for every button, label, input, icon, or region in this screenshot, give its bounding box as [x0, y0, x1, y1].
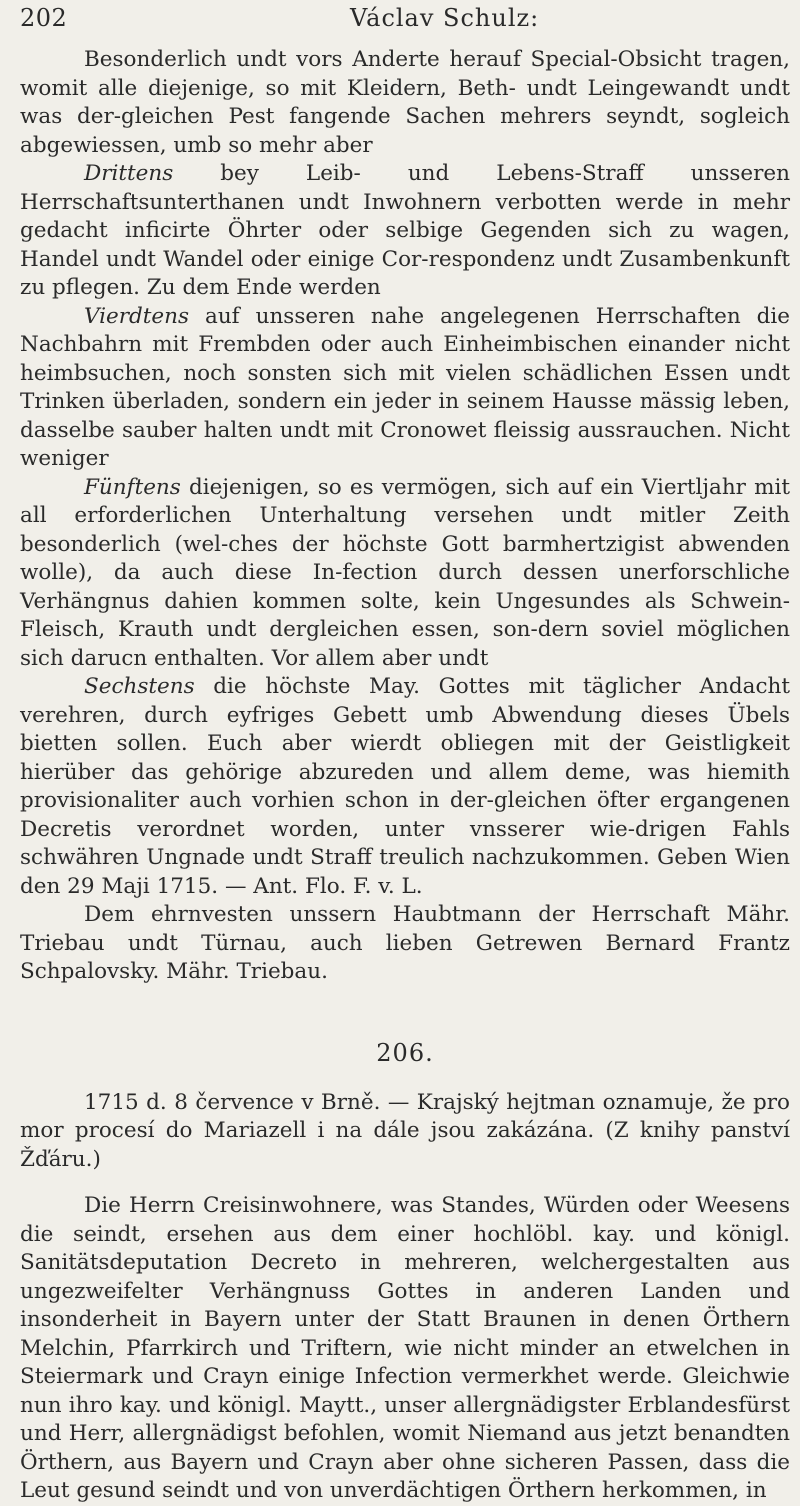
- paragraph-lead: Vierdtens: [84, 303, 190, 329]
- book-page: [20, 0, 790, 1503]
- paragraph: [20, 303, 790, 474]
- paragraph-lead: Fünftens: [84, 474, 181, 500]
- paragraph-text: diejenigen, so es vermögen, sich auf ein Viertljahr mit all erforderlichen Unterhaltung versehen undt mitler Zeith besonderlich (wel-ches der höchste Gott barmhertzigist abwenden wolle), da auch diese In-fection durch dessen unerforschliche Verhängnus dahien kommen solte, kein Ungesundes als Schwein-Fleisch, Krauth undt dergleichen essen, son-dern soviel möglichen sich darucn enthalten. Vor allem aber undt: [20, 474, 790, 671]
- page-number: 202: [20, 4, 68, 32]
- section-summary: [20, 1089, 790, 1175]
- paragraph-text: 1715 d. 8 července v Brně. — Krajský hejtman oznamuje, že pro mor procesí do Mariazell i na dále jsou zakázána. (Z knihy panství Žďáru.): [20, 1089, 790, 1172]
- body-text: [20, 46, 790, 1506]
- paragraph-text: Die Herrn Creisinwohnere, was Standes, Würden oder Weesens die seindt, ersehen aus dem einer hochlöbl. kay. und königl. Sanitätsdeputation Decreto in mehreren, welchergestalten aus ungezweifelter Verhängnuss Gottes in anderen Landen und insonderheit in Bayern unter der Statt Braunen in denen Örthern Melchin, Pfarrkirch und Triftern, wie nicht minder an etwelchen in Steiermark und Crayn einige Infection vermerkhet werde. Gleichwie nun ihro kay. und königl. Maytt., unser allergnädigster Erblandesfürst und Herr, allergnädigst befohlen, womit Niemand aus jetzt benandten Örthern, aus Bayern und Crayn aber ohne sicheren Passen, dass die Leut gesund seindt und von unverdächtigen Örthern herkommen, in: [20, 1193, 790, 1503]
- paragraph-text: Dem ehrnvesten unssern Haubtmann der Herrschaft Mähr. Triebau undt Türnau, auch lieben Getrewen Bernard Frantz Schpalovsky. Mähr. Triebau.: [20, 902, 790, 984]
- paragraph: [20, 901, 790, 987]
- paragraph-text: auf unsseren nahe angelegenen Herrschaften die Nachbahrn mit Frembden oder auch Einheimbischen einander nicht heimbsuchen, noch sonsten sich mit vielen schädlichen Essen undt Trinken überladen, sondern ein jeder in seinem Hausse mässig leben, dasselbe sauber halten undt mit Cronowet fleissig aussrauchen. Nicht weniger: [20, 303, 790, 471]
- paragraph-text: die höchste May. Gottes mit täglicher Andacht verehren, durch eyfriges Gebett umb Abwendung dieses Übels bietten sollen. Euch aber wierdt obliegen mit der Geistligkeit hierüber das gehörige abzureden und allem deme, was hiemith provisionaliter auch vorhien schon in der-gleichen öfter ergangenen Decretis verordnet worden, unter vnsserer wie-drigen Fahls schwähren Ungnade undt Straff treulich nachzukommen. Geben Wien den 29 Maji 1715. — Ant. Flo. F. v. L.: [20, 674, 790, 899]
- paragraph-lead: Sechstens: [84, 674, 195, 699]
- paragraph: [20, 46, 790, 160]
- paragraph-text: Besonderlich undt vors Anderte herauf Special-Obsicht tragen, womit alle diejenige, so mit Kleidern, Beth- undt Leingewandt undt was der-gleichen Pest fangende Sachen mehrers seyndt, sogleich abgewiessen, umb so mehr aber: [20, 47, 790, 158]
- paragraph-lead: Drittens: [84, 161, 174, 186]
- paragraph: [20, 1192, 790, 1506]
- section-number: 206.: [376, 1038, 434, 1067]
- paragraph: [20, 160, 790, 303]
- page-header: [20, 4, 790, 36]
- running-head: Václav Schulz:: [350, 4, 540, 32]
- paragraph: [20, 474, 790, 674]
- paragraph-text: bey Leib- und Lebens-Straff unsseren Herrschaftsunterthanen undt Inwohnern verbotten werde in mehr gedacht inficirte Öhrter oder selbige Gegenden sich zu wagen, Handel undt Wandel oder einige Cor-respondenz undt Zusambenkunft zu pflegen. Zu dem Ende werden: [20, 161, 790, 300]
- paragraph: [20, 673, 790, 901]
